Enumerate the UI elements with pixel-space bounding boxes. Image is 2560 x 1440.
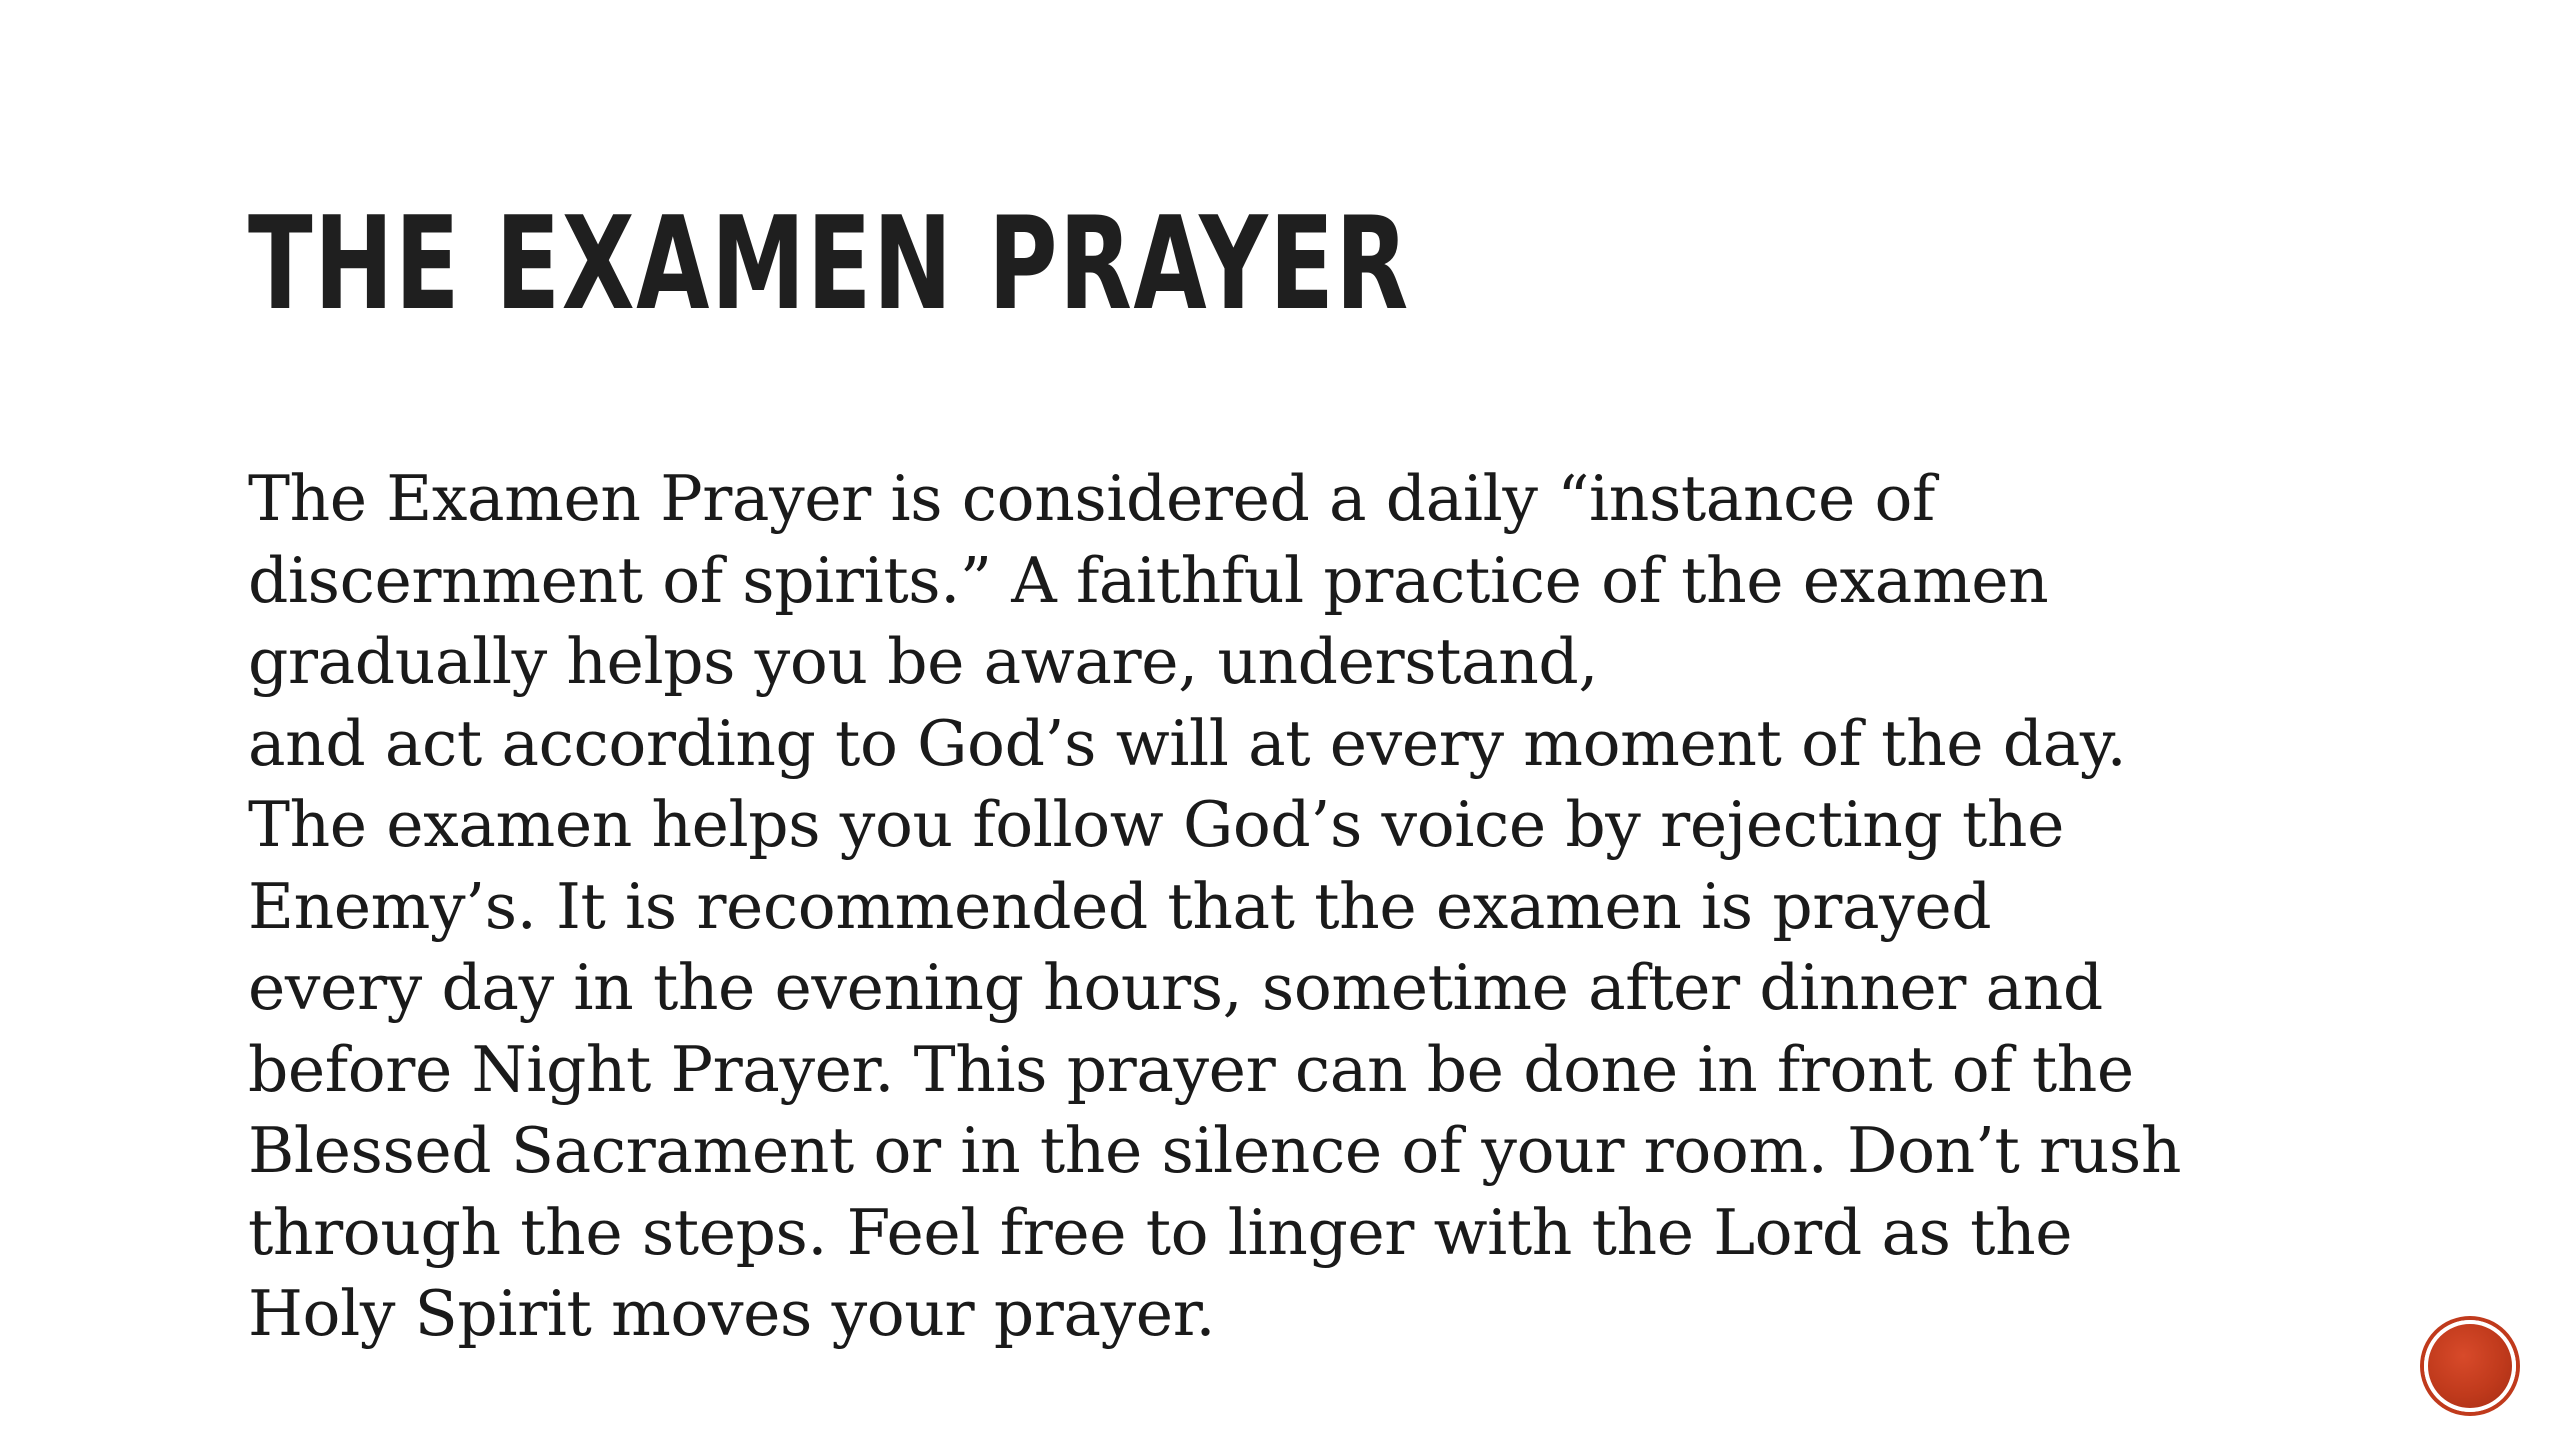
body-line: The examen helps you follow God’s voice by rejecting the [248,788,2064,861]
body-line: Holy Spirit moves your prayer. [248,1277,1216,1350]
slide-number-badge[interactable] [2424,1320,2516,1412]
slide-body [248,458,2428,1355]
slide-title: THE EXAMEN PRAYER [248,190,1410,339]
body-line: through the steps. Feel free to linger with the Lord as the [248,1195,2073,1269]
body-line: The Examen Prayer is considered a daily “instance of [248,462,1935,535]
body-line: every day in the evening hours, sometime after dinner and [248,951,2103,1024]
body-line: discernment of spirits.” A faithful practice of the examen [248,543,2049,617]
body-line: Blessed Sacrament or in the silence of your room. Don’t rush [248,1114,2181,1187]
body-line: gradually helps you be aware, understand, [248,625,1598,698]
body-line: and act according to God’s will at every moment of the day. [248,706,2127,780]
body-line: before Night Prayer. This prayer can be done in front of the [248,1032,2134,1106]
body-line: Enemy’s. It is recommended that the examen is prayed [248,869,1992,943]
